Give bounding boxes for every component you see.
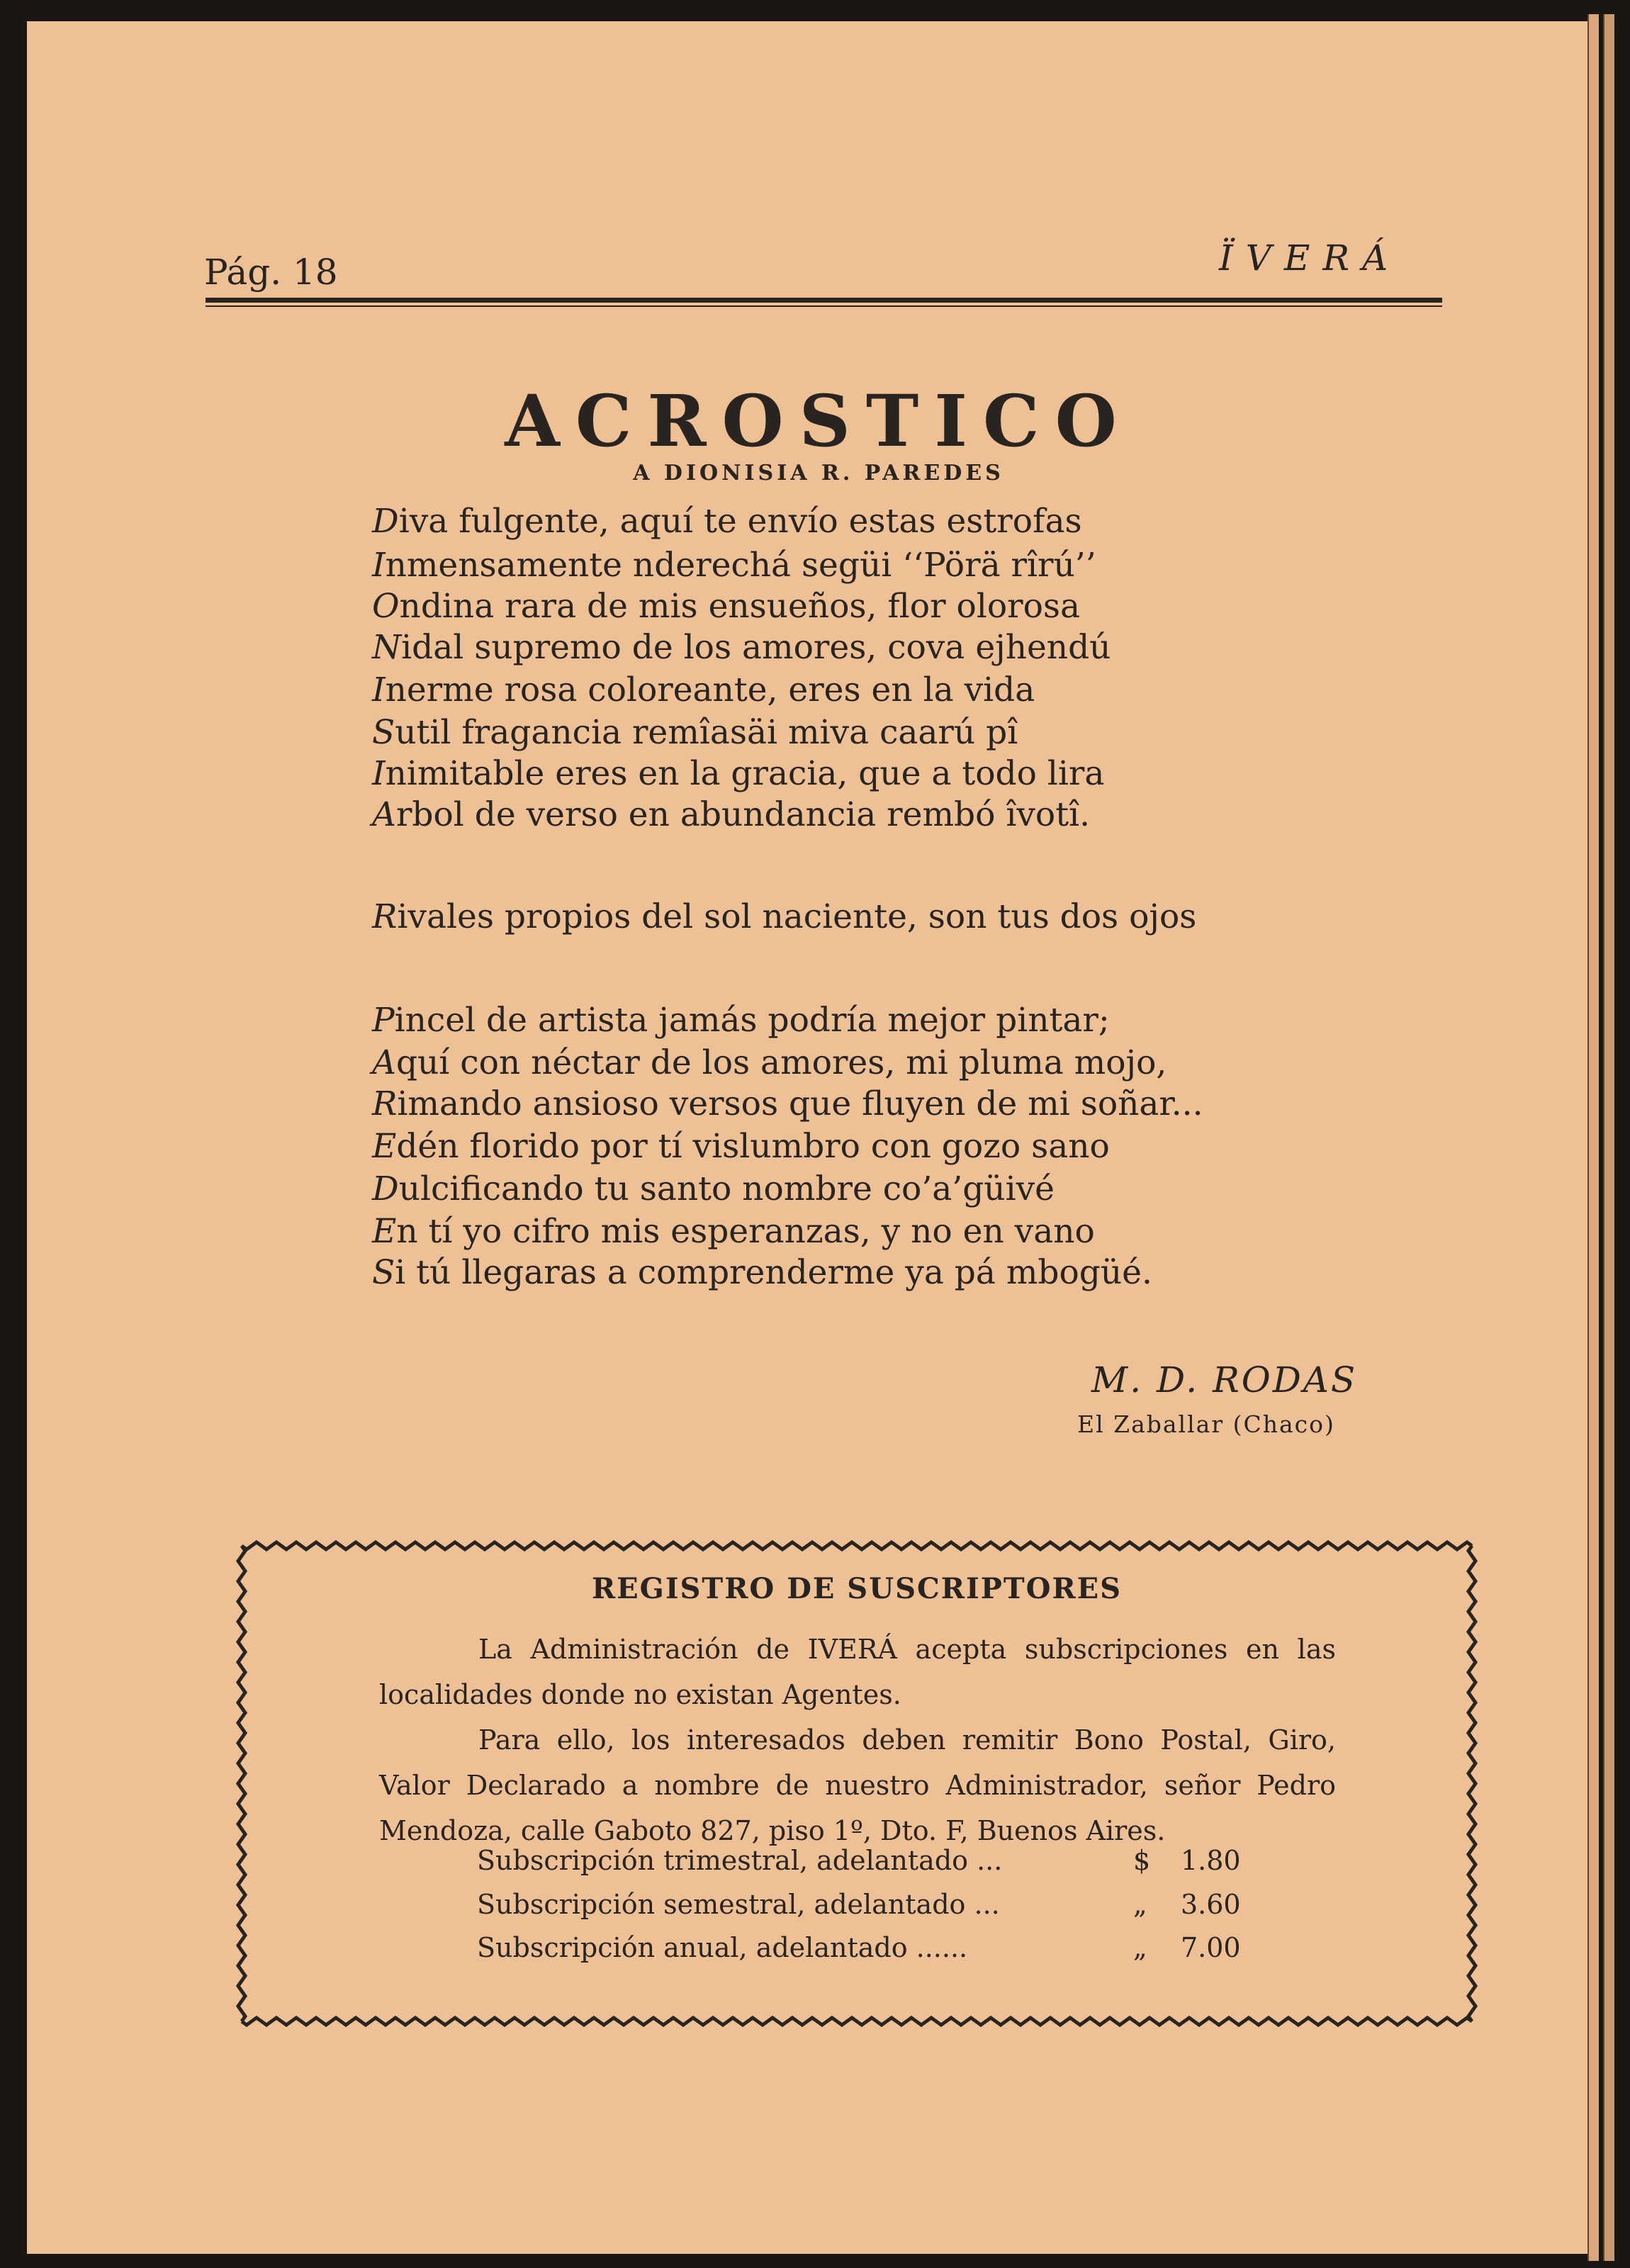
line-text: i tú llegaras a comprenderme ya pá mbogüé. <box>395 1253 1152 1292</box>
price-value: 7.00 <box>1181 1932 1241 1963</box>
line-text: quí con néctar de los amores, mi pluma mojo, <box>395 1043 1167 1082</box>
acrostic-initial: E <box>372 1212 397 1251</box>
line-text: dén florido por tí vislumbro con gozo sano <box>396 1127 1110 1166</box>
acrostic-initial: I <box>372 754 386 793</box>
poem-author: M. D. RODAS <box>1091 1359 1358 1400</box>
poem-line <box>372 795 1090 834</box>
price-value: 3.60 <box>1181 1889 1241 1920</box>
registry-heading: REGISTRO DE SUSCRIPTORES <box>591 1572 1123 1605</box>
acrostic-initial: D <box>372 502 399 541</box>
price-symbol: $ <box>1133 1845 1151 1876</box>
page-edge <box>1603 14 1614 2261</box>
header-rule <box>206 298 1442 303</box>
acrostic-initial: R <box>372 1084 398 1123</box>
acrostic-initial: S <box>372 1253 395 1292</box>
acrostic-initial: R <box>372 897 398 936</box>
price-symbol: „ <box>1133 1932 1147 1963</box>
line-text: n tí yo cifro mis esperanzas, y no en vano <box>396 1212 1095 1251</box>
acrostic-initial: I <box>372 546 386 585</box>
acrostic-initial: O <box>372 587 400 626</box>
magazine-name: ÏVERÁ <box>1219 237 1401 279</box>
poem-dedication: A DIONISIA R. PAREDES <box>633 461 1004 485</box>
line-text: ndina rara de mis ensueños, flor olorosa <box>399 587 1081 626</box>
line-text: nimitable eres en la gracia, que a todo lira <box>385 754 1105 793</box>
poem-line <box>372 502 1082 541</box>
line-text: rbol de verso en abundancia rembó îvotî. <box>395 795 1091 834</box>
poem-line <box>372 1001 1110 1040</box>
border-segment <box>1468 1546 1476 2021</box>
line-text: incel de artista jamás podría mejor pintar; <box>394 1001 1110 1040</box>
acrostic-initial: S <box>372 713 395 752</box>
header-rule-thin <box>206 305 1442 307</box>
poem-line <box>372 713 1018 752</box>
border-segment <box>242 1542 1472 1549</box>
acrostic-initial: A <box>372 1043 396 1082</box>
line-text: util fragancia remîasäi miva caarú pî <box>395 713 1018 752</box>
poem-title: ACROSTICO <box>505 379 1132 463</box>
poem-line <box>372 1253 1152 1292</box>
line-text: iva fulgente, aquí te envío estas estrofas <box>398 502 1082 541</box>
price-value: 1.80 <box>1181 1845 1241 1876</box>
acrostic-initial: A <box>372 795 396 834</box>
registry-paragraph-1: La Administración de IVERÁ acepta subscripciones en las localidades donde no existan Agentes. <box>379 1634 1336 1710</box>
acrostic-initial: I <box>372 670 386 709</box>
acrostic-initial: E <box>372 1127 397 1166</box>
line-text: nmensamente nderechá següi ‘‘Pörä rîrú’’ <box>385 546 1096 585</box>
line-text: ivales propios del sol naciente, son tus dos ojos <box>397 897 1197 936</box>
acrostic-initial: D <box>372 1169 399 1208</box>
border-segment <box>242 2018 1472 2025</box>
subscription-box <box>236 1540 1478 2027</box>
poem-line <box>372 587 1080 626</box>
poem-line <box>372 897 1196 936</box>
poem-line <box>372 1127 1110 1166</box>
poem-line <box>372 1043 1167 1082</box>
poem-line <box>372 628 1111 667</box>
poem-line <box>372 1084 1203 1123</box>
line-text: imando ansioso versos que fluyen de mi soñar... <box>397 1084 1203 1123</box>
author-place: El Zaballar (Chaco) <box>1077 1410 1335 1438</box>
price-label: Subscripción semestral, adelantado ... <box>477 1889 1000 1920</box>
poem-line <box>372 1212 1095 1251</box>
price-label: Subscripción trimestral, adelantado ... <box>477 1845 1003 1876</box>
line-text: nerme rosa coloreante, eres en la vida <box>385 670 1035 709</box>
line-text: idal supremo de los amores, cova ejhendú <box>401 628 1111 667</box>
registry-paragraph-2: Para ello, los interesados deben remitir Bono Postal, Giro, Valor Declarado a nombre de nuestro Administrador, señor Pedro Mendoza, calle Gaboto 827, piso 1º, Dto. F, Buenos Aires. <box>379 1724 1336 1846</box>
poem-line <box>372 1169 1055 1208</box>
price-symbol: „ <box>1133 1889 1147 1920</box>
poem-line <box>372 546 1096 585</box>
acrostic-initial: P <box>372 1001 395 1040</box>
poem-line <box>372 754 1104 793</box>
line-text: ulcificando tu santo nombre co’a’güivé <box>398 1169 1055 1208</box>
poem-line <box>372 670 1035 709</box>
page-number: Pág. 18 <box>204 252 338 293</box>
price-label: Subscripción anual, adelantado ...... <box>477 1932 968 1963</box>
acrostic-initial: N <box>372 628 402 667</box>
page-edge <box>1587 14 1599 2261</box>
border-segment <box>238 1546 245 2021</box>
